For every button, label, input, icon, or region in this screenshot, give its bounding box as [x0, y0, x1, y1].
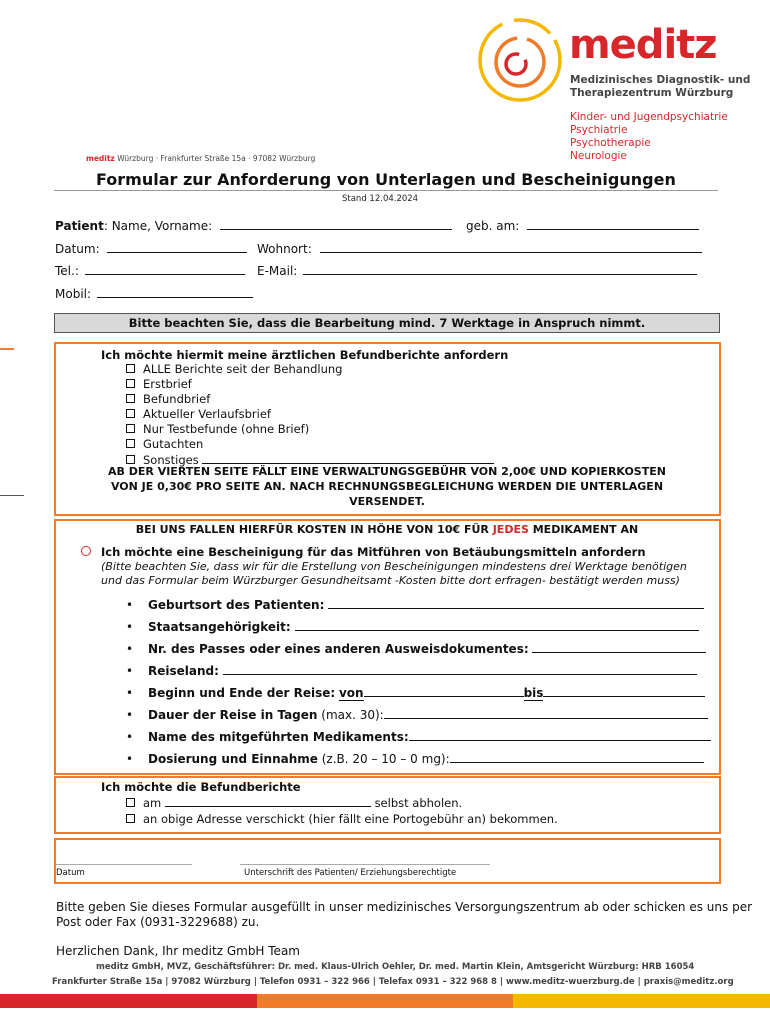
mobile-field[interactable]: [97, 286, 253, 298]
passport-field[interactable]: [532, 641, 706, 653]
dob-field[interactable]: [527, 218, 699, 230]
fee-line-3: VERSENDET.: [349, 495, 425, 508]
header-address: [86, 154, 315, 163]
phone-row: [55, 263, 245, 278]
item-country: • Reiseland:: [126, 663, 697, 678]
item-label: Nr. des Passes oder eines anderen Ausweisdokumentes:: [148, 642, 529, 656]
fee-line-1: AB DER VIERTEN SEITE FÄLLT EINE VERWALTUNGSGEBÜHR VON 2,00€ UND KOPIERKOSTEN: [108, 465, 666, 478]
address-brand: meditz: [86, 154, 115, 163]
option-label: Nur Testbefunde (ohne Brief): [143, 422, 310, 436]
specialty-item: Psychotherapie: [570, 137, 651, 149]
specialty-item: Psychiatrie: [570, 124, 628, 136]
bar-yellow: [513, 994, 770, 1008]
residence-field[interactable]: [320, 241, 702, 253]
report-option-befundbrief[interactable]: [126, 392, 494, 407]
processing-notice: Bitte beachten Sie, dass die Bearbeitung mind. 7 Werktage in Anspruch nimmt.: [54, 313, 720, 333]
closing-thanks: Herzlichen Dank, Ihr meditz GmbH Team: [56, 944, 300, 958]
item-label: Name des mitgeführten Medikaments:: [148, 730, 409, 744]
item-extra: (max. 30):: [317, 708, 384, 722]
item-extra: (z.B. 20 – 10 – 0 mg):: [317, 752, 450, 766]
from-label: von: [338, 686, 364, 700]
option-label: Erstbrief: [143, 377, 192, 391]
title-rule: [54, 190, 718, 191]
date-signature-line: [56, 864, 192, 865]
item-birthplace: • Geburtsort des Patienten:: [126, 597, 704, 612]
checkbox[interactable]: [126, 798, 135, 807]
item-label: Dauer der Reise in Tagen: [148, 708, 318, 722]
name-label: : Name, Vorname:: [103, 219, 213, 233]
email-field[interactable]: [303, 263, 697, 275]
residence-row: [257, 241, 702, 256]
checkbox[interactable]: [126, 455, 135, 464]
phone-label: Tel.:: [55, 264, 79, 278]
country-field[interactable]: [223, 663, 697, 675]
to-field[interactable]: [543, 685, 705, 697]
option-label: Gutachten: [143, 437, 204, 451]
certificate-cost-notice: [56, 523, 718, 536]
footer-company: meditz GmbH, MVZ, Geschäftsführer: Dr. med. Klaus-Ulrich Oehler, Dr. med. Martin Klein, Amtsgericht Würzburg: HRB 16054: [96, 962, 695, 972]
subtitle-line-1: Medizinisches Diagnostik- und: [570, 74, 751, 86]
duration-field[interactable]: [384, 707, 708, 719]
checkbox[interactable]: [126, 424, 135, 433]
reports-heading: Ich möchte hiermit meine ärztlichen Befundberichte anfordern: [101, 348, 509, 362]
pickup-date-field[interactable]: [165, 795, 371, 807]
date-caption: Datum: [56, 868, 85, 878]
footer-color-bar: [0, 994, 770, 1008]
dosage-field[interactable]: [450, 751, 704, 763]
certificate-radio[interactable]: [81, 546, 91, 556]
item-passport: • Nr. des Passes oder eines anderen Ausweisdokumentes:: [126, 641, 706, 656]
from-field[interactable]: [364, 685, 524, 697]
email-label: E-Mail:: [257, 264, 298, 278]
report-option-verlaufsbrief[interactable]: [126, 407, 494, 422]
checkbox[interactable]: [126, 814, 135, 823]
footer-contact: Frankfurter Straße 15a | 97082 Würzburg | Telefon 0931 – 322 966 | Telefax 0931 – 322 968 8 | www.meditz-wuerzburg.de | praxis@meditz.org: [52, 977, 734, 987]
cost-post: MEDIKAMENT AN: [528, 523, 639, 536]
item-duration: • Dauer der Reise in Tagen (max. 30):: [126, 707, 708, 722]
mail-label: an obige Adresse verschickt (hier fällt eine Portogebühr an) bekommen.: [143, 812, 558, 826]
brand-wordmark: meditz: [569, 22, 717, 68]
sonstiges-field[interactable]: [202, 452, 494, 464]
specialty-item: Kinder- und Jugendpsychiatrie: [570, 111, 728, 123]
specialty-item: Neurologie: [570, 150, 627, 162]
brand-subtitle: [570, 74, 750, 100]
certificate-note: [101, 560, 687, 588]
item-label: Dosierung und Einnahme: [148, 752, 318, 766]
delivery-heading: Ich möchte die Befundberichte: [101, 780, 301, 794]
item-label: Reiseland:: [148, 664, 219, 678]
cost-pre: BEI UNS FALLEN HIERFÜR KOSTEN IN HÖHE VON 10€ FÜR: [135, 523, 493, 536]
report-option-testbefunde[interactable]: [126, 422, 494, 437]
report-options: [126, 362, 494, 468]
pickup-pre: am: [143, 796, 162, 810]
patient-name-row: [55, 218, 452, 233]
mobile-label: Mobil:: [55, 287, 92, 301]
subtitle-line-2: Therapiezentrum Würzburg: [570, 87, 734, 99]
page-title: Formular zur Anforderung von Unterlagen und Bescheinigungen: [96, 170, 676, 189]
margin-mark: [0, 348, 14, 350]
birthplace-field[interactable]: [328, 597, 704, 609]
date-row: [55, 241, 247, 256]
dob-label: geb. am:: [466, 219, 520, 233]
checkbox[interactable]: [126, 439, 135, 448]
phone-field[interactable]: [85, 263, 245, 275]
item-medication: • Name des mitgeführten Medikaments:: [126, 729, 711, 744]
report-option-gutachten[interactable]: [126, 437, 494, 452]
specialties-list: [570, 111, 728, 163]
checkbox[interactable]: [126, 364, 135, 373]
item-nationality: • Staatsangehörigkeit:: [126, 619, 699, 634]
email-row: [257, 263, 697, 278]
delivery-option-mail[interactable]: [126, 812, 558, 827]
checkbox[interactable]: [126, 379, 135, 388]
pickup-post: selbst abholen.: [374, 796, 463, 810]
option-label: Befundbrief: [143, 392, 211, 406]
delivery-option-pickup[interactable]: [126, 795, 462, 811]
closing-line-1: Bitte geben Sie dieses Formular ausgefüllt in unser medizinisches Versorgungszentrum ab oder schicken es uns per: [56, 900, 753, 914]
item-travel-dates: • Beginn und Ende der Reise: von bis: [126, 685, 705, 700]
medication-field[interactable]: [409, 729, 711, 741]
mobile-row: [55, 286, 253, 301]
cost-highlight: JEDES: [492, 523, 529, 536]
address-text: Würzburg · Frankfurter Straße 15a · 97082 Würzburg: [117, 154, 316, 163]
certificate-heading: Ich möchte eine Bescheinigung für das Mitführen von Betäubungsmitteln anfordern: [101, 545, 646, 559]
name-field[interactable]: [220, 218, 452, 230]
item-label: Beginn und Ende der Reise:: [148, 686, 336, 700]
date-label: Datum:: [55, 242, 100, 256]
checkbox[interactable]: [126, 409, 135, 418]
checkbox[interactable]: [126, 394, 135, 403]
date-field[interactable]: [107, 241, 247, 253]
option-label: Sonstiges: [143, 453, 199, 467]
report-option-all[interactable]: [126, 362, 494, 377]
note-line-1: (Bitte beachten Sie, dass wir für die Erstellung von Bescheinigungen mindestens drei Werktage benötigen: [101, 560, 687, 573]
signature-caption: Unterschrift des Patienten/ Erziehungsberechtigte: [244, 868, 457, 878]
dob-row: [466, 218, 699, 233]
option-label: ALLE Berichte seit der Behandlung: [143, 362, 343, 376]
closing-instructions: [56, 900, 752, 930]
bar-orange: [257, 994, 514, 1008]
bar-red: [0, 994, 257, 1008]
stand-date: Stand 12.04.2024: [342, 194, 419, 204]
meditz-logo-mark: [474, 18, 568, 108]
item-label: Geburtsort des Patienten:: [148, 598, 325, 612]
nationality-field[interactable]: [295, 619, 699, 631]
residence-label: Wohnort:: [257, 242, 312, 256]
report-option-erstbrief[interactable]: [126, 377, 494, 392]
patient-label: Patient: [55, 219, 104, 233]
item-label: Staatsangehörigkeit:: [148, 620, 291, 634]
closing-line-2: Post oder Fax (0931-3229688) zu.: [56, 915, 260, 929]
option-label: Aktueller Verlaufsbrief: [143, 407, 271, 421]
item-dosage: • Dosierung und Einnahme (z.B. 20 – 10 – 0 mg):: [126, 751, 704, 766]
to-label: bis: [523, 686, 544, 700]
fee-line-2: VON JE 0,30€ PRO SEITE AN. NACH RECHNUNGSBEGLEICHUNG WERDEN DIE UNTERLAGEN: [110, 480, 664, 493]
fee-notice: [56, 464, 718, 509]
patient-signature-line[interactable]: [240, 864, 490, 865]
margin-mark: [0, 495, 24, 496]
note-line-2: und das Formular beim Würzburger Gesundheitsamt -Kosten bitte dort erfragen- bestätigt werden muss): [101, 574, 680, 587]
